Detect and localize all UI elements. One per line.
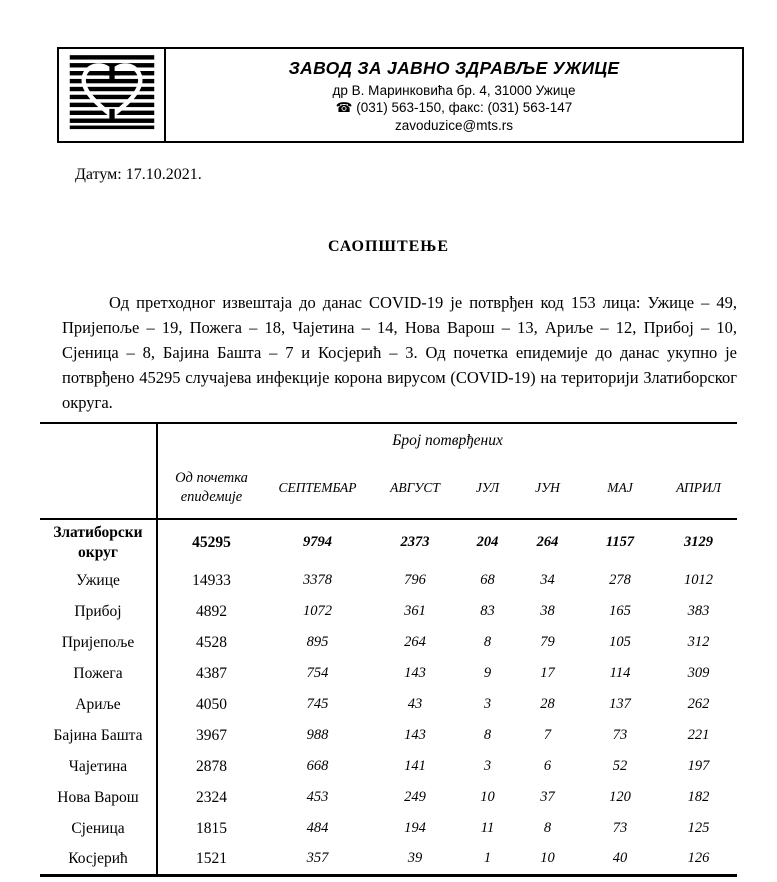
column-header-april: АПРИЛ [660, 457, 737, 519]
cell: 143 [404, 727, 426, 743]
table-row [40, 751, 737, 782]
column-header-may: МАЈ [580, 457, 660, 519]
cell: 1521 [196, 849, 227, 867]
cell: 312 [687, 634, 710, 650]
table-row [40, 689, 737, 720]
table-row [40, 813, 737, 844]
cell: 9794 [303, 534, 332, 550]
cell: 165 [609, 603, 631, 619]
cell: 4528 [196, 633, 227, 651]
table-group-header-row [40, 423, 737, 457]
cell: 2878 [196, 757, 227, 775]
cell: 3 [483, 696, 492, 712]
org-address: др В. Маринковића бр. 4, 31000 Ужице [332, 83, 576, 98]
cell: 383 [687, 603, 710, 619]
table-row [40, 658, 737, 689]
org-name: ЗАВОД ЗА ЈАВНО ЗДРАВЉЕ УЖИЦЕ [288, 58, 620, 78]
cell: 126 [687, 850, 710, 867]
cell: 4387 [196, 664, 227, 682]
cell: 52 [612, 758, 628, 774]
cell: 39 [407, 850, 423, 867]
letterhead-text [166, 49, 742, 141]
cell: 40 [612, 850, 628, 867]
table-row [40, 720, 737, 751]
cell: 43 [407, 696, 423, 712]
table-row [40, 627, 737, 658]
cell: 3378 [303, 572, 332, 588]
cell: 668 [306, 758, 329, 774]
cell: 45295 [192, 533, 231, 551]
row-name: Косјерић [40, 844, 157, 875]
document-title: САОПШТЕЊЕ [327, 238, 450, 255]
row-name: Чајетина [40, 751, 157, 782]
cell: 73 [612, 820, 628, 836]
letterhead [57, 47, 744, 143]
cell: 357 [306, 850, 329, 867]
cell: 68 [480, 572, 495, 588]
cell: 73 [612, 727, 628, 743]
column-header-august: АВГУСТ [370, 457, 460, 519]
table-corner-cell [40, 423, 157, 519]
cell: 143 [404, 665, 426, 681]
cell: 79 [540, 634, 555, 650]
org-email: zavoduzice@mts.rs [395, 118, 513, 133]
cell: 83 [480, 603, 495, 619]
covid-confirmed-table [40, 422, 737, 877]
cell: 8 [483, 634, 492, 650]
cell: 6 [543, 758, 552, 774]
cell: 262 [687, 696, 710, 712]
cell: 105 [609, 634, 631, 650]
column-header-epidemic-start: Од почетка епидемије [157, 457, 265, 519]
cell: 137 [609, 696, 631, 712]
cell: 34 [540, 572, 555, 588]
cell: 194 [404, 820, 426, 836]
cell: 278 [609, 572, 631, 588]
cell: 120 [609, 789, 631, 805]
table-row [40, 565, 737, 596]
cell: 11 [480, 820, 495, 836]
row-name: Бајина Башта [40, 720, 157, 751]
cell: 37 [540, 789, 555, 805]
cell: 4892 [196, 602, 227, 620]
row-name: Ужице [40, 565, 157, 596]
cell: 28 [540, 696, 555, 712]
cell: 7 [543, 727, 552, 743]
cell: 204 [476, 534, 499, 550]
cell: 1 [483, 850, 492, 867]
body-paragraph: Од претходног извештаја до данас COVID-19 је потврђен код 153 лица: Ужице – 49, Пријепоље – 19, Пожега – 18, Чајетина – 14, Нова Варош – 13, Ариље – 12, Прибој – 10, Сјеница – 8, Бајина Башта – 7 и Косјерић – 3. Од почетка епидемије до данас укупно је потврђено 45295 случајева инфекције корона вирусом (COVID-19) на територији Златиборског округа. [62, 293, 737, 412]
phone-icon: ☎ [335, 100, 353, 116]
cell: 197 [687, 758, 710, 774]
cell: 3129 [684, 534, 714, 550]
cell: 2324 [196, 788, 227, 806]
cell: 361 [404, 603, 426, 619]
cell: 1012 [684, 572, 714, 588]
cell: 8 [483, 727, 492, 743]
cell: 796 [404, 572, 426, 588]
row-name: Сјеница [40, 813, 157, 844]
table-row [40, 596, 737, 627]
striped-heart-emblem-logo [68, 54, 156, 137]
column-header-july: ЈУЛ [460, 457, 515, 519]
table-row [40, 844, 737, 875]
cell: 1157 [605, 534, 635, 550]
cell: 249 [404, 789, 426, 805]
cell: 1072 [303, 603, 332, 619]
cell: 3967 [196, 726, 227, 744]
cell: 10 [480, 789, 495, 805]
cell: 14933 [192, 571, 231, 589]
cell: 264 [404, 634, 426, 650]
cell: 264 [536, 534, 559, 550]
cell: 988 [306, 727, 329, 743]
row-name: Нова Варош [40, 782, 157, 813]
cell: 125 [687, 820, 710, 836]
column-header-june: ЈУН [515, 457, 580, 519]
cell: 114 [609, 665, 631, 681]
column-header-september: СЕПТЕМБАР [265, 457, 370, 519]
cell: 4050 [196, 695, 227, 713]
table-row-district-total [40, 519, 737, 565]
cell: 182 [687, 789, 710, 805]
cell: 8 [543, 820, 552, 836]
cell: 484 [306, 820, 329, 836]
cell: 745 [306, 696, 329, 712]
table-group-header: Број потврђених [392, 431, 503, 449]
logo-cell [59, 49, 166, 141]
table-row [40, 782, 737, 813]
cell: 221 [687, 727, 710, 743]
cell: 141 [404, 758, 426, 774]
cell: 2373 [400, 534, 430, 550]
row-name: Златиборски округ [40, 519, 157, 565]
cell: 754 [306, 665, 329, 681]
cell: 17 [540, 665, 555, 681]
row-name: Прибој [40, 596, 157, 627]
cell: 3 [483, 758, 492, 774]
cell: 895 [306, 634, 329, 650]
row-name: Пријепоље [40, 627, 157, 658]
cell: 10 [540, 850, 555, 867]
org-phone-text: (031) 563-150, факс: (031) 563-147 [356, 100, 573, 115]
date-line: Датум: 17.10.2021. [75, 166, 202, 183]
cell: 9 [483, 665, 492, 681]
cell: 38 [540, 603, 555, 619]
cell: 309 [687, 665, 710, 681]
org-phone [336, 99, 573, 117]
row-name: Ариље [40, 689, 157, 720]
cell: 1815 [196, 819, 227, 837]
row-name: Пожега [40, 658, 157, 689]
cell: 453 [306, 789, 329, 805]
